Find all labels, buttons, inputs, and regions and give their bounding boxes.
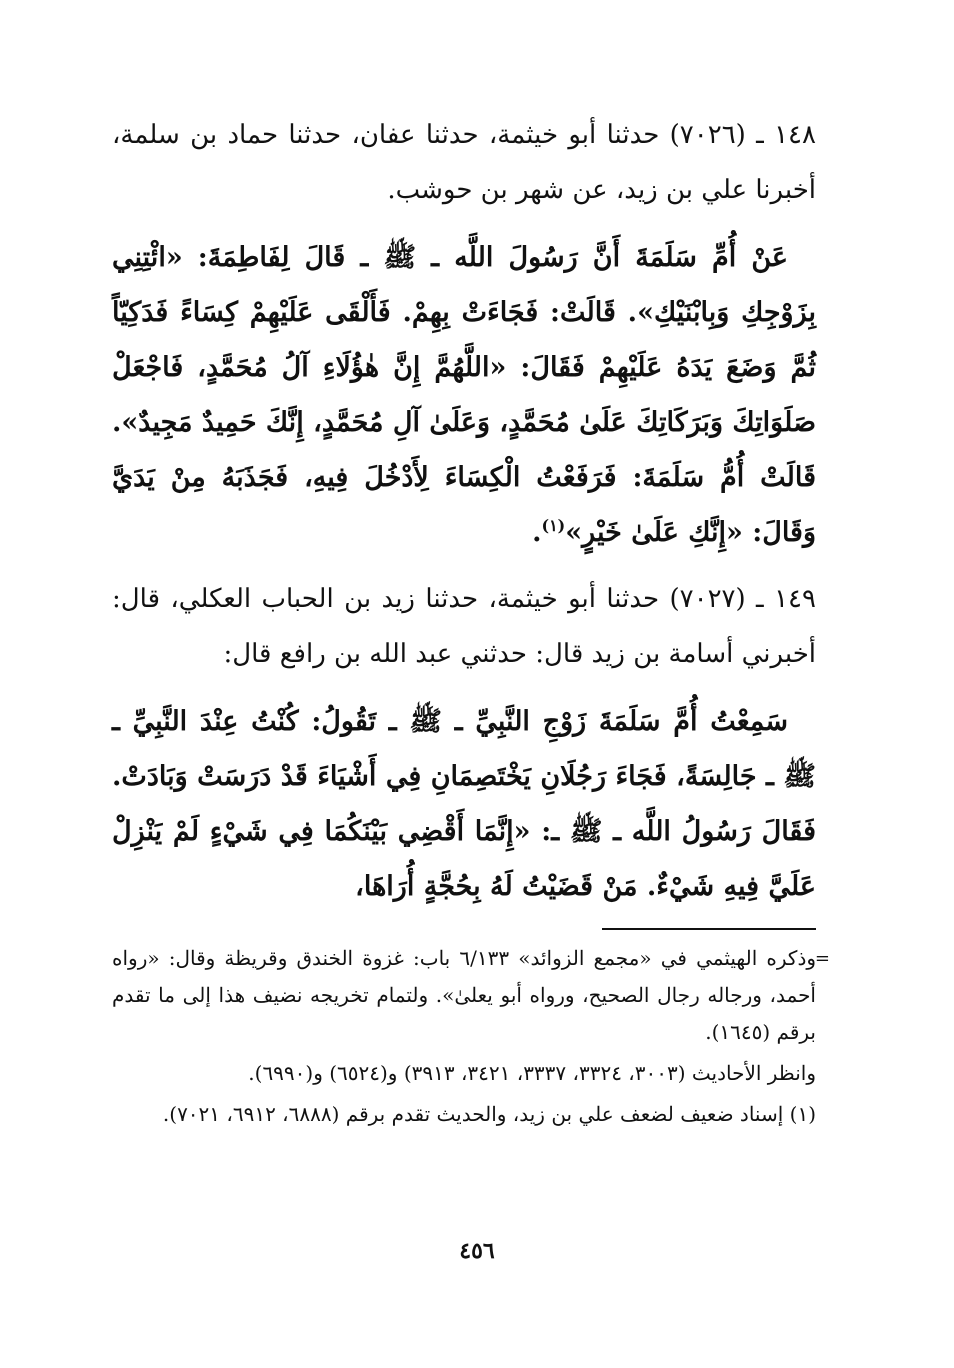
hadith-148-end: .	[532, 517, 542, 548]
page-number: ٤٥٦	[459, 1238, 495, 1264]
footnote-marker: (١)	[541, 516, 566, 535]
hadith-148-isnad: ١٤٨ ـ (٧٠٢٦) حدثنا أبو خيثمة، حدثنا عفان، حدثنا حماد بن سلمة، أخبرنا علي بن زيد، عن شهر بن حوشب.	[112, 120, 816, 205]
hadith-149-isnad: ١٤٩ ـ (٧٠٢٧) حدثنا أبو خيثمة، حدثنا زيد بن الحباب العكلي، قال: أخبرني أسامة بن زيد قال: حدثني عبد الله بن رافع قال:	[112, 584, 816, 669]
footnote-continued: = وذكره الهيثمي في «مجمع الزوائد» ٦/١٣٣ باب: غزوة الخندق وقريظة وقال: «رواه أحمد، ورجاله رجال الصحيح، ورواه أبو يعلىٰ». ولتمام تخريجه نضيف هذا إلى ما تقدم برقم (١٦٤٥).	[112, 940, 816, 1051]
hadith-148-matn: عَنْ أُمِّ سَلَمَةَ أَنَّ رَسُولَ اللَّه ـ ﷺ ـ قَالَ لِفَاطِمَةَ: «ائْتِنِي بِزَوْجِكِ وَبِابْنَيْكِ». قَالَتْ: فَجَاءَتْ بِهِمْ. فَأَلْقَى عَلَيْهِمْ كِسَاءً فَدَكِيّاً ثُمَّ وَضَعَ يَدَهُ عَلَيْهِمْ فَقَالَ: «اللَّهُمَّ إِنَّ هٰؤُلَاءِ آلُ مُحَمَّدٍ، فَاجْعَلْ صَلَوَاتِكَ وَبَرَكَاتِكَ عَلَىٰ مُحَمَّدٍ، وَعَلَىٰ آلِ مُحَمَّدٍ، إِنَّكَ حَمِيدٌ مَجِيدٌ». قَالَتْ أُمُّ سَلَمَةَ: فَرَفَعْتُ الْكِسَاءَ لِأَدْخُلَ فِيهِ، فَجَذَبَهُ مِنْ يَدَيَّ وَقَالَ: «إِنَّكِ عَلَىٰ خَيْرٍ»	[112, 242, 816, 548]
footnote-separator	[602, 928, 816, 930]
hadith-148-text	[112, 230, 816, 560]
footnote-see-also: وانظر الأحاديث (٣٠٠٣، ٣٣٢٤، ٣٣٣٧، ٣٤٢١، ٣٩١٣) و(٦٥٢٤) و(٦٩٩٠).	[248, 1061, 816, 1085]
footnote-1: (١) إسناد ضعيف لضعف علي بن زيد، والحديث تقدم برقم (٦٨٨٨، ٦٩١٢، ٧٠٢١).	[162, 1102, 816, 1126]
hadith-149-text: سَمِعْتُ أُمَّ سَلَمَةَ زَوْجِ النَّبِيِّ ـ ﷺ ـ تَقُولُ: كُنْتُ عِنْدَ النَّبِيِّ ـ ﷺ ـ جَالِسَةً، فَجَاءَ رَجُلَانِ يَخْتَصِمَانِ فِي أَشْيَاءَ قَدْ دَرَسَتْ وَبَادَتْ. فَقَالَ رَسُولُ اللَّه ـ ﷺ ـ: «إِنَّمَا أَقْضِي بَيْنَكُمَا فِي شَيْءٍ لَمْ يَنْزِلْ عَلَيَّ فِيهِ شَيْءٌ. مَنْ قَضَيْتُ لَهُ بِحُجَّةٍ أُرَاهَا،	[112, 706, 816, 902]
